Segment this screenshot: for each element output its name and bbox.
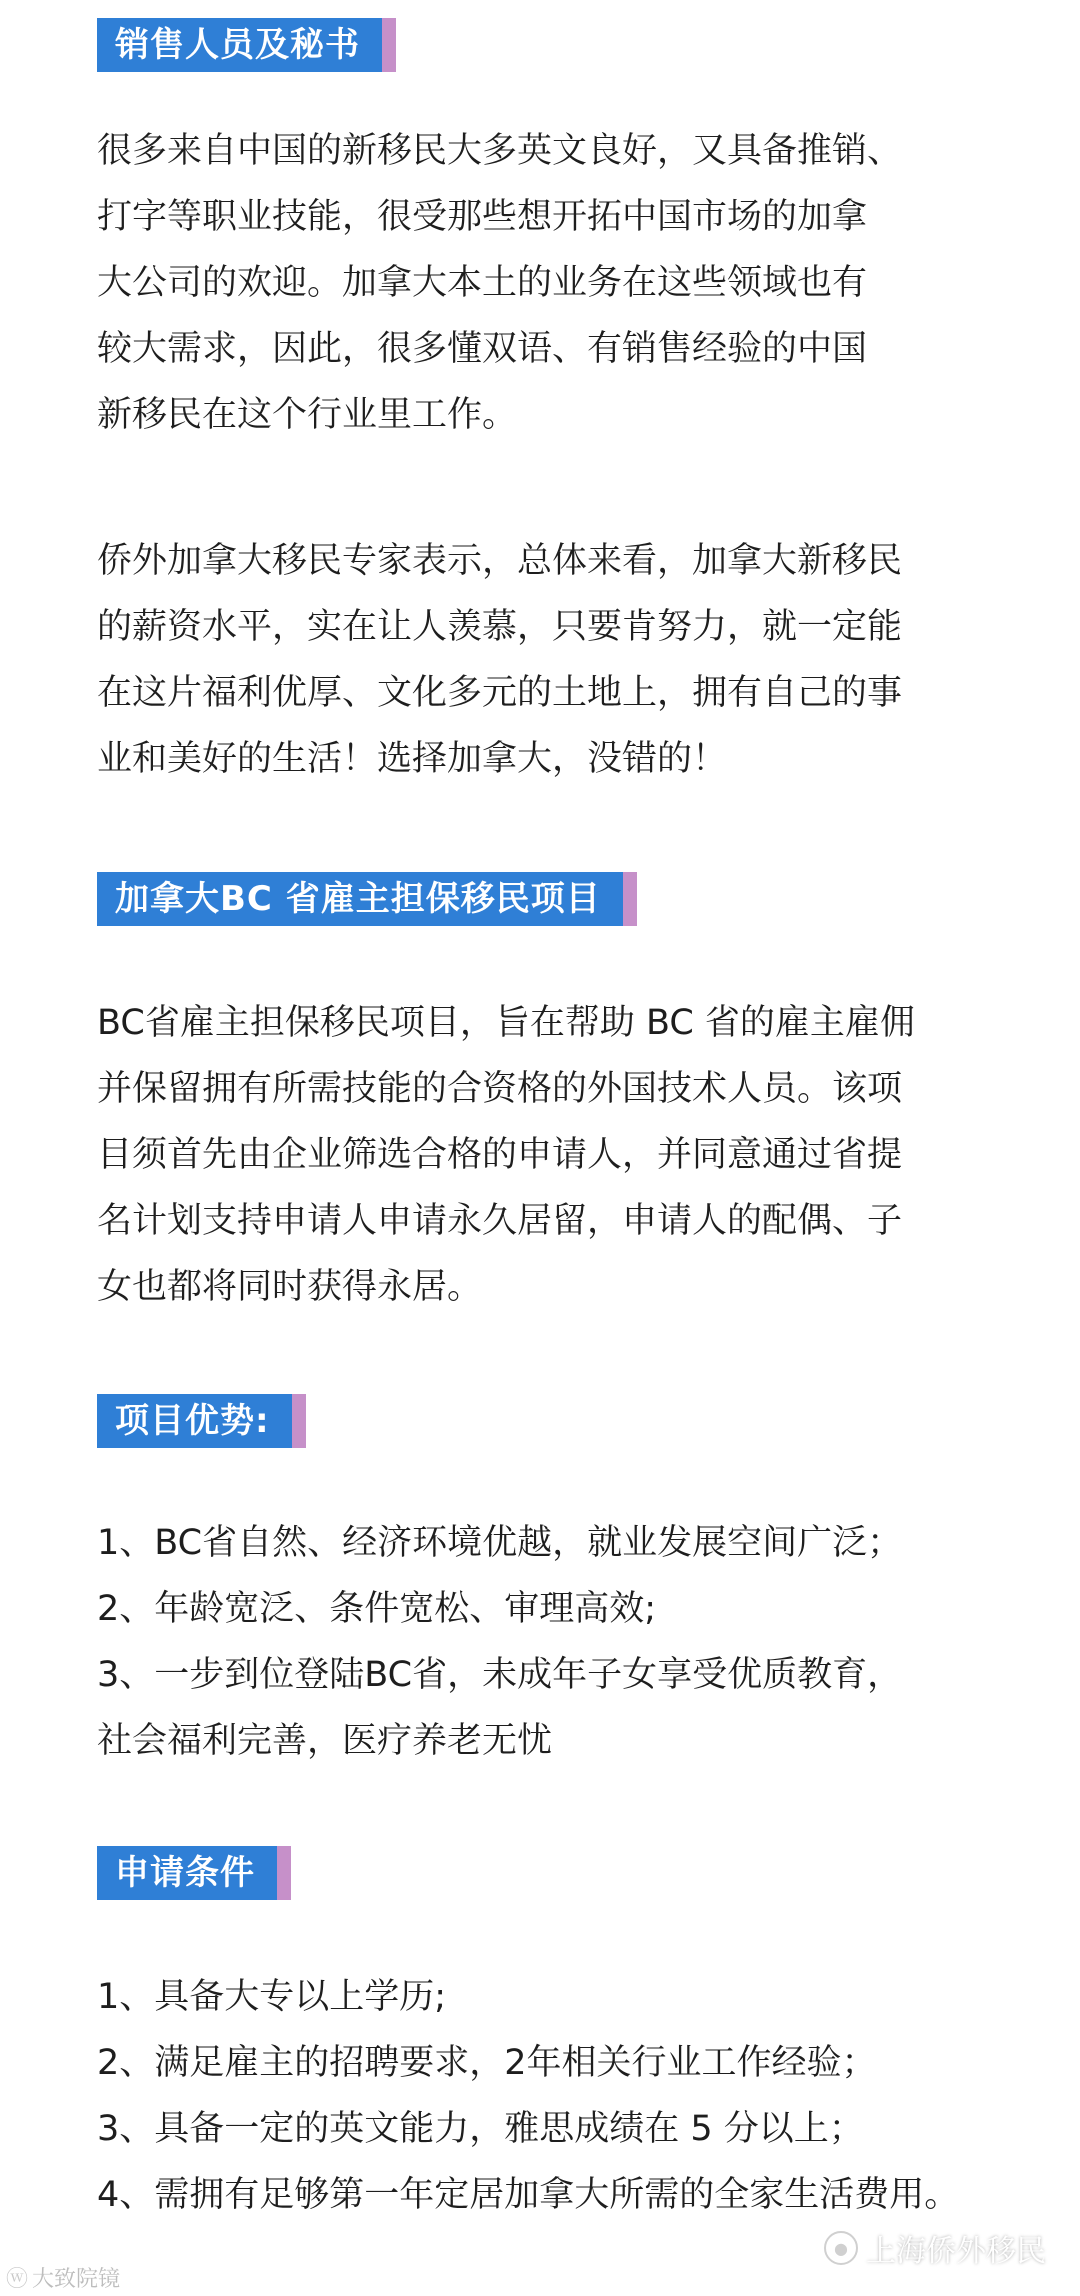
list-item: 1、BC省自然、经济环境优越，就业发展空间广泛；: [97, 1523, 903, 1563]
text-line: 女也都将同时获得永居。: [97, 1267, 483, 1307]
text-line: 的薪资水平，实在让人羡慕，只要肯努力，就一定能: [97, 607, 903, 647]
text-line: 大公司的欢迎。加拿大本土的业务在这些领域也有: [97, 263, 868, 303]
text-line: 打字等职业技能，很受那些想开拓中国市场的加拿: [97, 197, 868, 237]
text-line: BC省雇主担保移民项目，旨在帮助 BC 省的雇主雇佣: [97, 1003, 915, 1043]
list-item: 社会福利完善，医疗养老无忧: [97, 1721, 553, 1761]
weibo-icon: ⓦ: [6, 2267, 29, 2292]
header-accent-bar: [292, 1394, 306, 1448]
header-accent-bar: [382, 18, 396, 72]
advantages-list: [97, 1510, 997, 1774]
header-accent-bar: [277, 1846, 291, 1900]
text-line: 较大需求，因此，很多懂双语、有销售经验的中国: [97, 329, 868, 369]
list-item: 1、具备大专以上学历;: [97, 1977, 447, 2017]
list-item: 2、满足雇主的招聘要求，2年相关行业工作经验；: [97, 2043, 877, 2083]
list-item: 3、一步到位登陆BC省，未成年子女享受优质教育，: [97, 1655, 903, 1695]
section-header-sales: [97, 18, 396, 72]
wechat-icon: ●: [824, 2231, 858, 2265]
list-item: 2、年龄宽泛、条件宽松、审理高效;: [97, 1589, 657, 1629]
paragraph-bc-program: [97, 990, 997, 1320]
watermark-text: 上海侨外移民: [866, 2234, 1046, 2269]
text-line: 名计划支持申请人申请永久居留，申请人的配偶、子: [97, 1201, 903, 1241]
list-item: 4、需拥有足够第一年定居加拿大所需的全家生活费用。: [97, 2175, 960, 2215]
section-header-bc-program: [97, 872, 637, 926]
text-line: 业和美好的生活！选择加拿大，没错的！: [97, 739, 728, 779]
list-item: 3、具备一定的英文能力，雅思成绩在 5 分以上；: [97, 2109, 864, 2149]
text-line: 在这片福利优厚、文化多元的土地上，拥有自己的事: [97, 673, 903, 713]
section-header-advantages: [97, 1394, 306, 1448]
requirements-list: [97, 1964, 997, 2228]
text-line: 侨外加拿大移民专家表示，总体来看，加拿大新移民: [97, 541, 903, 581]
watermark-wechat: [824, 2226, 1046, 2270]
text-line: 并保留拥有所需技能的合资格的外国技术人员。该项: [97, 1069, 903, 1109]
watermark-weibo: [6, 2262, 120, 2293]
section-title: 申请条件: [97, 1846, 277, 1900]
section-title: 加拿大BC 省雇主担保移民项目: [97, 872, 623, 926]
text-line: 新移民在这个行业里工作。: [97, 395, 518, 435]
paragraph-sales: [97, 118, 997, 448]
text-line: 很多来自中国的新移民大多英文良好，又具备推销、: [97, 131, 903, 171]
section-title: 项目优势:: [97, 1394, 292, 1448]
text-line: 目须首先由企业筛选合格的申请人，并同意通过省提: [97, 1135, 903, 1175]
header-accent-bar: [623, 872, 637, 926]
watermark-text: 大致院镜: [32, 2267, 121, 2292]
section-title: 销售人员及秘书: [97, 18, 382, 72]
paragraph-expert: [97, 528, 997, 792]
section-header-requirements: [97, 1846, 291, 1900]
